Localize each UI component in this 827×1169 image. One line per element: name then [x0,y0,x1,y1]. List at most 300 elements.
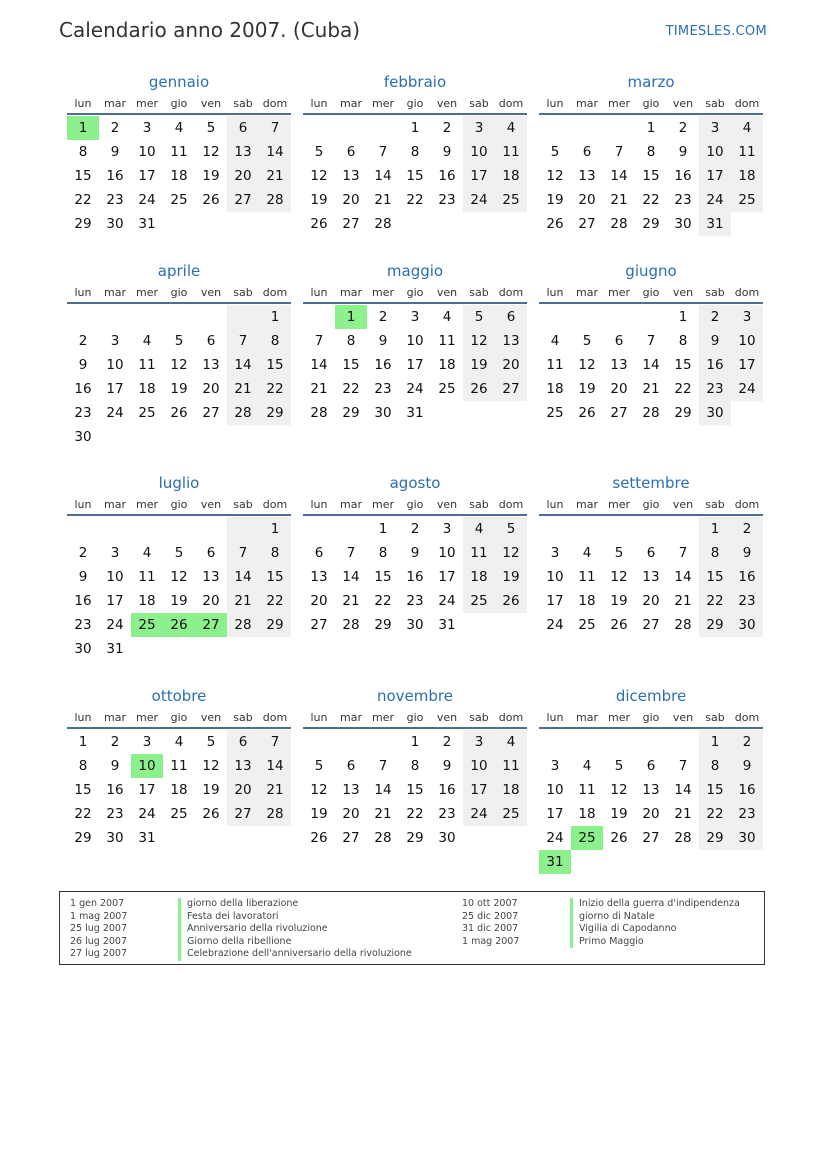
day-cell[interactable]: 26 [310,830,328,846]
day-cell[interactable]: 28 [310,405,328,421]
day-cell[interactable]: 24 [699,188,731,212]
day-cell[interactable]: 19 [310,192,328,208]
day-cell[interactable]: 29 [74,830,92,846]
day-cell[interactable]: 10 [106,357,124,373]
day-cell[interactable]: 31 [138,830,156,846]
day-cell[interactable]: 16 [374,357,392,373]
day-cell[interactable]: 27 [227,188,259,212]
day-cell[interactable]: 27 [195,613,227,637]
day-cell[interactable]: 12 [310,782,328,798]
day-cell[interactable]: 15 [374,569,392,585]
day-cell[interactable]: 28 [674,617,692,633]
day-cell[interactable]: 14 [642,357,660,373]
day-cell[interactable]: 7 [314,333,324,349]
day-cell[interactable]: 22 [342,381,360,397]
day-cell[interactable]: 20 [202,381,220,397]
day-cell[interactable]: 31 [539,850,571,874]
day-cell[interactable]: 1 [410,734,420,750]
day-cell[interactable]: 27 [342,216,360,232]
day-cell[interactable]: 2 [378,309,388,325]
day-cell[interactable]: 28 [610,216,628,232]
day-cell[interactable]: 28 [227,613,259,637]
day-cell[interactable]: 19 [546,192,564,208]
day-cell[interactable]: 15 [699,565,731,589]
day-cell[interactable]: 17 [463,778,495,802]
day-cell[interactable]: 22 [406,192,424,208]
day-cell[interactable]: 13 [495,329,527,353]
day-cell[interactable]: 7 [378,144,388,160]
day-cell[interactable]: 8 [78,758,88,774]
day-cell[interactable]: 24 [546,830,564,846]
day-cell[interactable]: 17 [106,381,124,397]
day-cell[interactable]: 26 [610,617,628,633]
day-cell[interactable]: 23 [731,802,763,826]
day-cell[interactable]: 19 [610,806,628,822]
day-cell[interactable]: 27 [310,617,328,633]
day-cell[interactable]: 15 [699,778,731,802]
day-cell[interactable]: 1 [259,517,291,541]
day-cell[interactable]: 28 [374,216,392,232]
day-cell[interactable]: 9 [78,357,88,373]
day-cell[interactable]: 24 [731,377,763,401]
day-cell[interactable]: 5 [614,545,624,561]
day-cell[interactable]: 3 [550,758,560,774]
day-cell[interactable]: 8 [646,144,656,160]
day-cell[interactable]: 9 [410,545,420,561]
day-cell[interactable]: 16 [731,778,763,802]
day-cell[interactable]: 17 [546,593,564,609]
day-cell[interactable]: 26 [610,830,628,846]
day-cell[interactable]: 1 [78,734,88,750]
day-cell[interactable]: 12 [610,782,628,798]
day-cell[interactable]: 19 [495,565,527,589]
day-cell[interactable]: 9 [731,754,763,778]
day-cell[interactable]: 29 [699,826,731,850]
day-cell[interactable]: 30 [106,216,124,232]
day-cell[interactable]: 25 [170,192,188,208]
day-cell[interactable]: 21 [259,164,291,188]
day-cell[interactable]: 30 [374,405,392,421]
day-cell[interactable]: 30 [74,641,92,657]
day-cell[interactable]: 9 [731,541,763,565]
day-cell[interactable]: 18 [495,778,527,802]
day-cell[interactable]: 8 [678,333,688,349]
day-cell[interactable]: 4 [495,730,527,754]
day-cell[interactable]: 25 [578,617,596,633]
day-cell[interactable]: 31 [699,212,731,236]
day-cell[interactable]: 5 [206,120,216,136]
day-cell[interactable]: 8 [259,541,291,565]
day-cell[interactable]: 31 [138,216,156,232]
day-cell[interactable]: 4 [582,758,592,774]
day-cell[interactable]: 10 [699,140,731,164]
day-cell[interactable]: 13 [342,782,360,798]
day-cell[interactable]: 13 [642,569,660,585]
day-cell[interactable]: 11 [731,140,763,164]
day-cell[interactable]: 14 [374,168,392,184]
day-cell[interactable]: 2 [78,545,88,561]
day-cell[interactable]: 18 [578,806,596,822]
day-cell[interactable]: 12 [202,144,220,160]
day-cell[interactable]: 11 [578,569,596,585]
day-cell[interactable]: 28 [374,830,392,846]
day-cell[interactable]: 30 [74,429,92,445]
day-cell[interactable]: 7 [259,116,291,140]
day-cell[interactable]: 24 [138,806,156,822]
day-cell[interactable]: 26 [170,405,188,421]
day-cell[interactable]: 1 [678,309,688,325]
day-cell[interactable]: 6 [314,545,324,561]
day-cell[interactable]: 22 [699,589,731,613]
day-cell[interactable]: 12 [495,541,527,565]
day-cell[interactable]: 18 [138,381,156,397]
day-cell[interactable]: 22 [699,802,731,826]
day-cell[interactable]: 18 [438,357,456,373]
day-cell[interactable]: 3 [410,309,420,325]
day-cell[interactable]: 1 [335,305,367,329]
day-cell[interactable]: 15 [259,353,291,377]
day-cell[interactable]: 10 [438,545,456,561]
day-cell[interactable]: 5 [174,545,184,561]
day-cell[interactable]: 5 [174,333,184,349]
day-cell[interactable]: 9 [678,144,688,160]
day-cell[interactable]: 5 [582,333,592,349]
day-cell[interactable]: 20 [227,778,259,802]
day-cell[interactable]: 11 [138,569,156,585]
day-cell[interactable]: 7 [227,329,259,353]
day-cell[interactable]: 2 [442,120,452,136]
day-cell[interactable]: 16 [699,353,731,377]
day-cell[interactable]: 7 [678,545,688,561]
day-cell[interactable]: 26 [546,216,564,232]
day-cell[interactable]: 10 [546,782,564,798]
day-cell[interactable]: 5 [550,144,560,160]
day-cell[interactable]: 16 [406,569,424,585]
day-cell[interactable]: 17 [138,782,156,798]
day-cell[interactable]: 6 [495,305,527,329]
day-cell[interactable]: 14 [342,569,360,585]
day-cell[interactable]: 1 [699,517,731,541]
day-cell[interactable]: 2 [110,120,120,136]
day-cell[interactable]: 7 [227,541,259,565]
day-cell[interactable]: 12 [578,357,596,373]
day-cell[interactable]: 25 [131,613,163,637]
day-cell[interactable]: 11 [546,357,564,373]
day-cell[interactable]: 30 [731,613,763,637]
day-cell[interactable]: 3 [110,333,120,349]
day-cell[interactable]: 18 [578,593,596,609]
day-cell[interactable]: 1 [410,120,420,136]
day-cell[interactable]: 17 [138,168,156,184]
day-cell[interactable]: 15 [74,782,92,798]
day-cell[interactable]: 27 [610,405,628,421]
day-cell[interactable]: 16 [74,593,92,609]
day-cell[interactable]: 6 [646,758,656,774]
day-cell[interactable]: 23 [406,593,424,609]
day-cell[interactable]: 29 [699,613,731,637]
day-cell[interactable]: 28 [259,802,291,826]
day-cell[interactable]: 9 [699,329,731,353]
day-cell[interactable]: 2 [110,734,120,750]
day-cell[interactable]: 14 [374,782,392,798]
day-cell[interactable]: 27 [202,405,220,421]
day-cell[interactable]: 21 [227,589,259,613]
day-cell[interactable]: 15 [642,168,660,184]
day-cell[interactable]: 5 [206,734,216,750]
day-cell[interactable]: 8 [78,144,88,160]
day-cell[interactable]: 3 [463,730,495,754]
day-cell[interactable]: 18 [170,782,188,798]
day-cell[interactable]: 6 [227,730,259,754]
day-cell[interactable]: 4 [550,333,560,349]
day-cell[interactable]: 23 [674,192,692,208]
day-cell[interactable]: 20 [342,806,360,822]
day-cell[interactable]: 9 [110,144,120,160]
day-cell[interactable]: 18 [731,164,763,188]
day-cell[interactable]: 17 [463,164,495,188]
day-cell[interactable]: 15 [406,168,424,184]
day-cell[interactable]: 1 [378,521,388,537]
day-cell[interactable]: 3 [442,521,452,537]
day-cell[interactable]: 13 [578,168,596,184]
day-cell[interactable]: 16 [674,168,692,184]
day-cell[interactable]: 11 [170,758,188,774]
day-cell[interactable]: 20 [227,164,259,188]
day-cell[interactable]: 21 [310,381,328,397]
day-cell[interactable]: 29 [674,405,692,421]
day-cell[interactable]: 21 [610,192,628,208]
day-cell[interactable]: 22 [259,377,291,401]
day-cell[interactable]: 29 [74,216,92,232]
day-cell[interactable]: 6 [614,333,624,349]
day-cell[interactable]: 12 [170,357,188,373]
day-cell[interactable]: 7 [378,758,388,774]
day-cell[interactable]: 16 [106,168,124,184]
day-cell[interactable]: 19 [578,381,596,397]
day-cell[interactable]: 26 [578,405,596,421]
day-cell[interactable]: 17 [546,806,564,822]
day-cell[interactable]: 2 [699,305,731,329]
day-cell[interactable]: 3 [110,545,120,561]
day-cell[interactable]: 4 [463,517,495,541]
day-cell[interactable]: 21 [674,806,692,822]
day-cell[interactable]: 10 [463,754,495,778]
day-cell[interactable]: 26 [463,377,495,401]
day-cell[interactable]: 20 [310,593,328,609]
day-cell[interactable]: 4 [731,116,763,140]
day-cell[interactable]: 15 [342,357,360,373]
day-cell[interactable]: 14 [674,569,692,585]
day-cell[interactable]: 29 [342,405,360,421]
day-cell[interactable]: 27 [642,830,660,846]
day-cell[interactable]: 15 [74,168,92,184]
day-cell[interactable]: 9 [378,333,388,349]
day-cell[interactable]: 26 [163,613,195,637]
day-cell[interactable]: 8 [378,545,388,561]
day-cell[interactable]: 1 [699,730,731,754]
day-cell[interactable]: 24 [438,593,456,609]
day-cell[interactable]: 25 [731,188,763,212]
day-cell[interactable]: 25 [463,589,495,613]
day-cell[interactable]: 27 [578,216,596,232]
day-cell[interactable]: 11 [138,357,156,373]
day-cell[interactable]: 18 [138,593,156,609]
day-cell[interactable]: 2 [678,120,688,136]
day-cell[interactable]: 12 [310,168,328,184]
day-cell[interactable]: 12 [546,168,564,184]
day-cell[interactable]: 14 [310,357,328,373]
day-cell[interactable]: 5 [314,758,324,774]
day-cell[interactable]: 23 [438,192,456,208]
day-cell[interactable]: 20 [202,593,220,609]
day-cell[interactable]: 10 [138,144,156,160]
day-cell[interactable]: 3 [463,116,495,140]
day-cell[interactable]: 31 [438,617,456,633]
day-cell[interactable]: 19 [170,381,188,397]
day-cell[interactable]: 17 [438,569,456,585]
day-cell[interactable]: 10 [406,333,424,349]
day-cell[interactable]: 24 [406,381,424,397]
day-cell[interactable]: 20 [342,192,360,208]
day-cell[interactable]: 20 [495,353,527,377]
day-cell[interactable]: 18 [170,168,188,184]
day-cell[interactable]: 27 [342,830,360,846]
day-cell[interactable]: 8 [346,333,356,349]
day-cell[interactable]: 2 [442,734,452,750]
day-cell[interactable]: 6 [206,545,216,561]
day-cell[interactable]: 30 [674,216,692,232]
day-cell[interactable]: 11 [170,144,188,160]
day-cell[interactable]: 16 [74,381,92,397]
day-cell[interactable]: 3 [142,120,152,136]
day-cell[interactable]: 10 [463,140,495,164]
day-cell[interactable]: 3 [550,545,560,561]
day-cell[interactable]: 13 [202,357,220,373]
day-cell[interactable]: 28 [259,188,291,212]
day-cell[interactable]: 23 [106,806,124,822]
day-cell[interactable]: 30 [438,830,456,846]
day-cell[interactable]: 7 [346,545,356,561]
day-cell[interactable]: 24 [546,617,564,633]
day-cell[interactable]: 20 [642,806,660,822]
day-cell[interactable]: 1 [646,120,656,136]
day-cell[interactable]: 11 [578,782,596,798]
day-cell[interactable]: 20 [610,381,628,397]
day-cell[interactable]: 24 [106,405,124,421]
day-cell[interactable]: 26 [202,192,220,208]
day-cell[interactable]: 21 [374,192,392,208]
day-cell[interactable]: 19 [310,806,328,822]
day-cell[interactable]: 31 [406,405,424,421]
day-cell[interactable]: 14 [610,168,628,184]
day-cell[interactable]: 13 [342,168,360,184]
day-cell[interactable]: 28 [342,617,360,633]
day-cell[interactable]: 27 [227,802,259,826]
site-logo[interactable]: TIMESLES.COM [665,24,767,39]
day-cell[interactable]: 11 [463,541,495,565]
day-cell[interactable]: 3 [731,305,763,329]
day-cell[interactable]: 23 [106,192,124,208]
day-cell[interactable]: 10 [546,569,564,585]
day-cell[interactable]: 12 [170,569,188,585]
day-cell[interactable]: 24 [463,188,495,212]
day-cell[interactable]: 28 [674,830,692,846]
day-cell[interactable]: 26 [202,806,220,822]
day-cell[interactable]: 1 [259,305,291,329]
day-cell[interactable]: 4 [582,545,592,561]
day-cell[interactable]: 4 [174,734,184,750]
day-cell[interactable]: 5 [614,758,624,774]
day-cell[interactable]: 3 [142,734,152,750]
day-cell[interactable]: 23 [438,806,456,822]
day-cell[interactable]: 7 [646,333,656,349]
day-cell[interactable]: 13 [610,357,628,373]
day-cell[interactable]: 11 [495,140,527,164]
day-cell[interactable]: 4 [495,116,527,140]
day-cell[interactable]: 25 [571,826,603,850]
day-cell[interactable]: 2 [731,730,763,754]
day-cell[interactable]: 25 [438,381,456,397]
day-cell[interactable]: 25 [495,802,527,826]
day-cell[interactable]: 23 [74,405,92,421]
day-cell[interactable]: 13 [310,569,328,585]
day-cell[interactable]: 5 [314,144,324,160]
day-cell[interactable]: 22 [374,593,392,609]
day-cell[interactable]: 11 [495,754,527,778]
day-cell[interactable]: 20 [642,593,660,609]
day-cell[interactable]: 29 [642,216,660,232]
day-cell[interactable]: 17 [406,357,424,373]
day-cell[interactable]: 30 [731,826,763,850]
day-cell[interactable]: 10 [131,754,163,778]
day-cell[interactable]: 9 [78,569,88,585]
day-cell[interactable]: 19 [610,593,628,609]
day-cell[interactable]: 2 [410,521,420,537]
day-cell[interactable]: 16 [438,168,456,184]
day-cell[interactable]: 28 [227,401,259,425]
day-cell[interactable]: 1 [67,116,99,140]
day-cell[interactable]: 2 [731,517,763,541]
day-cell[interactable]: 25 [495,188,527,212]
day-cell[interactable]: 11 [438,333,456,349]
day-cell[interactable]: 25 [546,405,564,421]
day-cell[interactable]: 17 [699,164,731,188]
day-cell[interactable]: 14 [259,140,291,164]
day-cell[interactable]: 8 [410,758,420,774]
day-cell[interactable]: 13 [227,754,259,778]
day-cell[interactable]: 26 [495,589,527,613]
day-cell[interactable]: 4 [142,333,152,349]
day-cell[interactable]: 15 [259,565,291,589]
day-cell[interactable]: 26 [310,216,328,232]
day-cell[interactable]: 8 [699,754,731,778]
day-cell[interactable]: 22 [74,192,92,208]
day-cell[interactable]: 23 [374,381,392,397]
day-cell[interactable]: 9 [442,144,452,160]
day-cell[interactable]: 22 [259,589,291,613]
day-cell[interactable]: 22 [74,806,92,822]
day-cell[interactable]: 19 [463,353,495,377]
day-cell[interactable]: 7 [259,730,291,754]
day-cell[interactable]: 21 [374,806,392,822]
day-cell[interactable]: 12 [463,329,495,353]
day-cell[interactable]: 17 [106,593,124,609]
day-cell[interactable]: 30 [106,830,124,846]
day-cell[interactable]: 15 [406,782,424,798]
day-cell[interactable]: 23 [699,377,731,401]
day-cell[interactable]: 9 [442,758,452,774]
day-cell[interactable]: 22 [674,381,692,397]
